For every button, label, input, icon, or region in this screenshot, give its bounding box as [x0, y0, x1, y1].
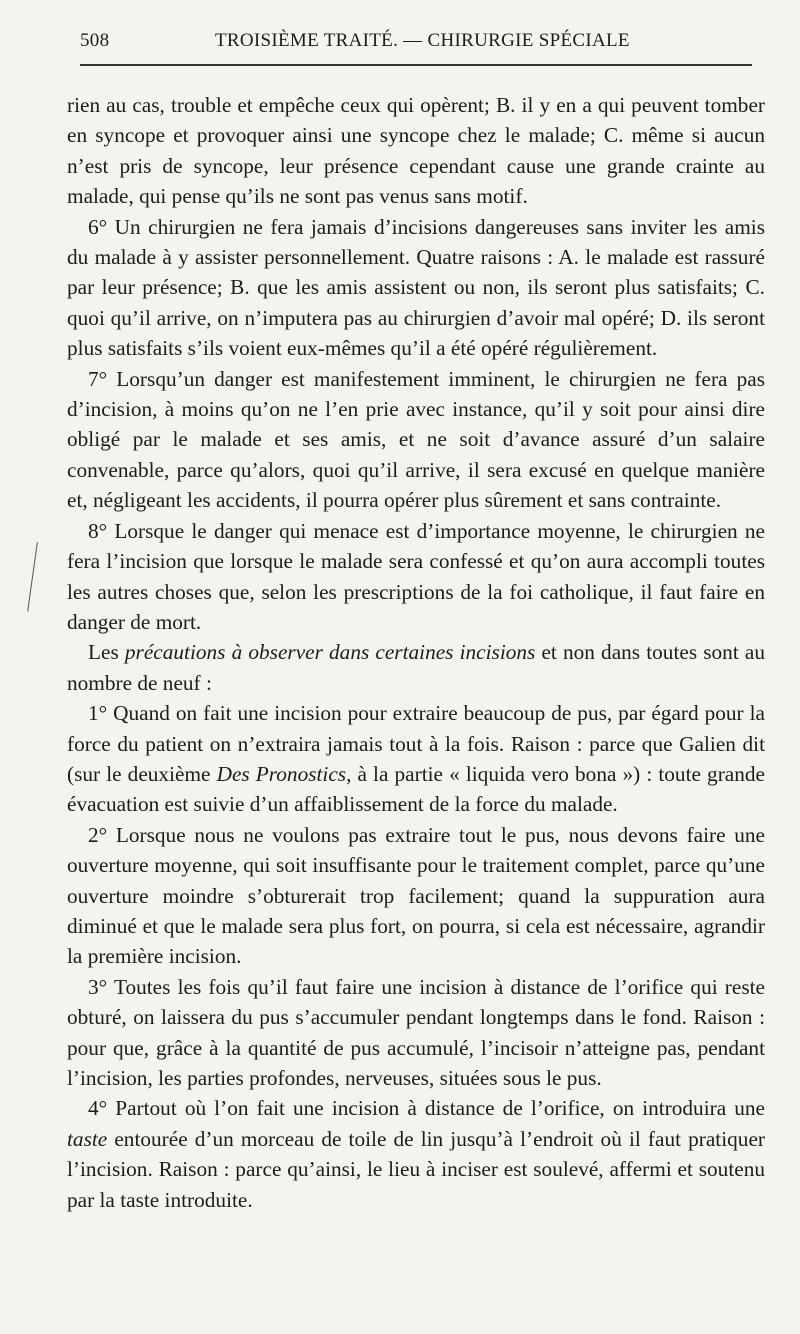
paragraph [67, 90, 765, 212]
text-segment: 2° Lorsque nous ne voulons pas extraire tout le pus, nous devons faire une ouverture moyenne, qui soit insuffisante pour le traitement complet, parce qu’une ouverture moindre s’obturerait trop facilement; quand la suppuration aura diminué et que le malade sera plus fort, on pourra, si cela est nécessaire, agrandir la première incision. [67, 822, 765, 969]
text-segment: et non dans toutes sont au nombre de neuf : [67, 640, 765, 695]
paragraph [67, 972, 765, 1094]
text-segment: entourée d’un morceau de toile de lin jusqu’à l’endroit où il faut pratiquer l’incision. Raison : parce qu’ainsi, le lieu à inciser est soulevé, affermi et soutenu par la taste introduite. [67, 1126, 765, 1212]
body-text [67, 90, 765, 1215]
header-rule [80, 64, 752, 66]
paragraph [67, 1093, 765, 1215]
page-number: 508 [80, 30, 110, 51]
paragraph [67, 637, 765, 698]
italic-text: Des Pronostics [216, 761, 347, 786]
text-segment: 7° Lorsqu’un danger est manifestement imminent, le chirurgien ne fera pas d’incision, à moins qu’on ne l’en prie avec instance, qu’il y soit pour ainsi dire obligé par le malade et ses amis, et ne soit d’avance assuré d’un salaire convenable, parce qu’alors, quoi qu’il arrive, il sera excusé en quelque manière et, négligeant les accidents, il pourra opérer plus sûrement et sans contrainte. [67, 366, 765, 513]
text-segment: 3° Toutes les fois qu’il faut faire une incision à distance de l’orifice qui reste obturé, on laissera du pus s’accumuler pendant longtemps dans le fond. Raison : pour que, grâce à la quantité de pus accumulé, l’incisoir n’atteigne pas, pendant l’incision, les parties profondes, nerveuses, situées sous le pus. [67, 974, 765, 1090]
italic-text: taste [67, 1126, 108, 1151]
text-segment: 1° Quand on fait une incision pour extraire beaucoup de pus, par égard pour la force du patient on n’extraira jamais tout à la fois. Raison : parce que Galien dit (sur le deuxième [67, 701, 765, 786]
paragraph [67, 212, 765, 364]
text-segment: , à la partie « liquida vero bona ») : toute grande évacuation est suivie d’un affaiblissement de la force du malade. [67, 761, 765, 817]
italic-text: précautions à observer dans certaines incisions [124, 640, 536, 665]
text-segment: 4° Partout où l’on fait une incision à distance de l’orifice, on introduira une [88, 1096, 765, 1121]
paragraph [67, 516, 765, 638]
page-header [80, 26, 752, 66]
paragraph [67, 698, 765, 820]
paragraph [67, 364, 765, 516]
text-segment: 8° Lorsque le danger qui menace est d’importance moyenne, le chirurgien ne fera l’incision que lorsque le malade sera confessé et qu’on aura accompli toutes les autres choses que, selon les prescriptions de la foi catholique, il faut faire en danger de mort. [67, 518, 765, 634]
margin-pencil-mark [27, 542, 42, 612]
paragraph [67, 820, 765, 972]
text-segment: 6° Un chirurgien ne fera jamais d’incisions dangereuses sans inviter les amis du malade à y assister personnellement. Quatre raisons : A. le malade est rassuré par leur présence; B. que les amis assistent ou non, ils seront plus satisfaits; C. quoi qu’il arrive, on n’imputera pas au chirurgien d’avoir mal opéré; D. ils seront plus satisfaits s’ils voient eux-mêmes qu’il a été opéré régulièrement. [67, 214, 765, 361]
running-head: TROISIÈME TRAITÉ. — CHIRURGIE SPÉCIALE [215, 30, 630, 51]
text-segment: rien au cas, trouble et empêche ceux qui opèrent; B. il y en a qui peuvent tomber en syncope et provoquer ainsi une syncope chez le malade; C. même si aucun n’est pris de syncope, leur présence cependant cause une grande crainte au malade, qui pense qu’ils ne sont pas venus sans motif. [67, 93, 765, 209]
text-segment: Les [88, 640, 125, 665]
